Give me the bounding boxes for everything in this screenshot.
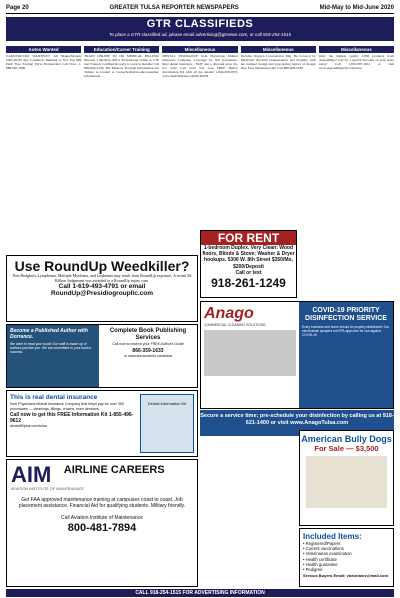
rent-title: FOR RENT	[201, 231, 296, 245]
anago-cta-bar: Secure a service time; pre-schedule your disinfection by calling us at 918-621-1400 or visit www.AnagoTulsa.com	[200, 410, 394, 436]
page-header	[6, 3, 394, 14]
author-title: Become a Published Author with Dorrance.	[10, 328, 88, 340]
anago-right	[299, 302, 393, 408]
column-header: Education/Career Training	[84, 46, 159, 53]
for-rent-ad	[200, 230, 297, 298]
column-header: Miscellaneous	[319, 46, 394, 53]
masthead-title: GTR CLASSIFIEDS	[146, 18, 254, 30]
dental-url: dental50plus.com/tulsa	[10, 424, 47, 429]
dental-ad	[6, 390, 198, 457]
classified-text: TRAIN ONLINE TO DO MEDICAL BILLING! Become a Medical Office Professional online at CTI! Get Trained, Certified & ready to work in months! Call 866-664-4140. The Mission, Program Information and Tuition is located at CareerTechnical.edu/consumer-information.	[84, 54, 160, 79]
column-header: Autos Wanted	[6, 46, 81, 53]
page-footer: CALL 918-254-1515 FOR ADVERTISING INFORMATION	[6, 589, 394, 597]
classified-text: CARS/TRUCKS WANTED!!! All Makes/Models 2002-2018! Any Condition. Running or Not. Top $$$ Paid! Free Towing! We're Nationwide! Call Now: 1-888-985-1806	[6, 54, 82, 71]
rent-phone: 918-261-1249	[211, 276, 286, 291]
anago-tagline: COMMERCIAL CLEANING SOLUTIONS	[204, 323, 266, 327]
page-number: Page 20	[6, 5, 29, 11]
dental-kit-image	[140, 394, 194, 453]
classified-text: Only the highest quality CBD products from AspenRidge! Call for a special discount on your order today! Call 1-855-687-3612 or visit www.AspenRidgeOil.com/save.	[318, 54, 395, 71]
dental-title: This is real dental insurance	[10, 394, 98, 401]
column-header: Miscellaneous	[162, 46, 237, 53]
aviation-ad	[6, 459, 198, 587]
author-phone: 866-359-1633	[132, 348, 164, 355]
dogs-title: American Bully Dogs	[301, 434, 392, 444]
author-url: or www.dorranceinfo.com/tulsa	[124, 354, 172, 359]
included-item: • Pedigree	[303, 567, 323, 573]
anago-body: Every business and home should be properly disinfected. Our electrostatic sprayers are EPA-approved for use against COVID-19.	[302, 325, 389, 337]
classified-text: Portable Oxygen Concentrator May Be Covered by Medicare! Reclaim independence and mobility with the compact design and long-lasting battery of Inogen One. Free information kit! Call 888-609-2189	[240, 54, 316, 71]
classified-text: DENTAL INSURANCE from Physicians Mutual Insurance Company. Coverage for 350 procedures. Real dental insurance - NOT just a discount plan. Do not wait! Call now! Get your FREE Dental Information Kit with all the details! 1-844-658-0555 www.dental50plus.com/60 #6258	[162, 54, 238, 79]
included-item: • Health certificate	[303, 556, 337, 562]
anago-ad	[200, 301, 394, 409]
included-contact: Serious Buyers Email: victorianrz@mail.com	[303, 573, 389, 579]
aim-logo: AIM	[11, 462, 52, 487]
rent-body: 1-bedroom Duplex. Very Clean: Wood floors, Blinds & Stove; Washer & Dryer hookups. 5306 W. 8th Street $350/Mo, $200/Deposit	[202, 245, 295, 270]
author-body: We want to read your book! Our staff is made up of authors just like you. We are committed to your book's success.	[10, 342, 92, 355]
anago-title: COVID-19 PRIORITY DISINFECTION SERVICE	[305, 307, 387, 322]
author-cta: Complete Book Publishing Services	[109, 328, 187, 341]
anago-photo	[204, 330, 296, 376]
author-ad-right	[99, 325, 197, 387]
included-item: • Veterinarian examination	[303, 551, 352, 557]
aviation-phone: 800-481-7894	[67, 521, 137, 534]
aviation-title: AIRLINE CAREERS	[63, 464, 165, 476]
column-header: Miscellaneous	[241, 46, 316, 53]
roundup-headline: Use RoundUp Weedkiller?	[14, 258, 190, 274]
dogs-sale: For Sale — $3,500	[314, 444, 379, 453]
aviation-contact: Call Aviation Institute of Maintenance	[61, 514, 143, 521]
paper-name: GREATER TULSA REPORTER NEWSPAPERS	[109, 5, 239, 11]
classifieds-masthead	[6, 17, 394, 41]
aviation-subtitle: AVIATION INSTITUTE OF MAINTENANCE	[11, 487, 84, 491]
dental-phone: Call now to get this FREE Information Kit 1-855-496-9612	[10, 412, 134, 425]
masthead-subtitle: To place a GTR classified ad, please email advertising@gtrnews.com, or call 918-254-1515	[109, 32, 291, 37]
included-item: • Health guarantee	[303, 561, 338, 567]
roundup-ad	[6, 255, 198, 322]
dogs-photo	[306, 456, 387, 508]
included-item: • Current vaccinations	[303, 546, 344, 552]
roundup-phone: Call 1-619-493-4791 or email RoundUp@Presidiogroupllc.com	[50, 283, 154, 297]
rent-cta: Call or text	[235, 269, 262, 276]
dental-text	[10, 394, 137, 453]
dental-body: from Physicians Mutual Insurance Company that helps pay for over 350 procedures — cleanings, fillings, crowns, even dentures.	[10, 402, 124, 411]
anago-left	[201, 302, 299, 408]
included-title: Included Items:	[303, 532, 362, 541]
anago-logo: Anago	[204, 305, 254, 322]
dogs-ad	[299, 430, 394, 526]
roundup-body: Non Hodgkin's Lymphoma, Multiple Myeloma, and Leukemia may result from RoundUp exposure. A recent $2 Billion Judgement was awarded to a RoundUp injury case.	[12, 273, 192, 283]
author-free: Call now to receive your FREE Author's Guide	[112, 342, 184, 346]
author-ad	[6, 324, 198, 388]
aviation-body: Get FAA approved maintenance training at campuses coast to coast. Job placement assistance. Financial Aid for qualifying students. Military friendly.	[18, 497, 186, 510]
dental-kit-label: Dental Information Kit	[147, 401, 187, 406]
issue-date: Mid-May to Mid-June 2020	[319, 5, 394, 11]
author-ad-left	[7, 325, 99, 387]
included-item: • Registered/Papers	[303, 541, 341, 546]
included-items-ad	[299, 528, 394, 587]
